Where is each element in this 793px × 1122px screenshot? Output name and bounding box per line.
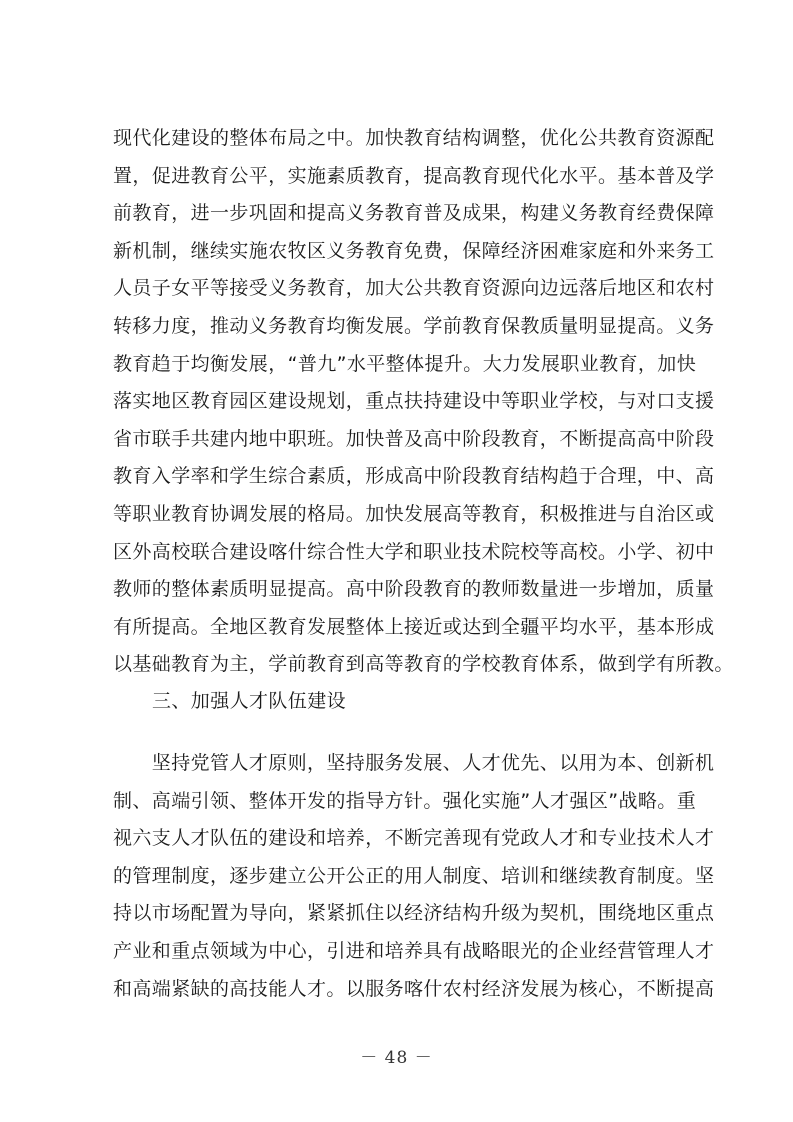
paragraph-line: 以基础教育为主，学前教育到高等教育的学校教育体系，做到学有所教。 <box>113 653 734 676</box>
paragraph-line: 有所提高。全地区教育发展整体上接近或达到全疆平均水平，基本形成 <box>113 615 715 638</box>
paragraph-line: 产业和重点领域为中心，引进和培养具有战略眼光的企业经营管理人才 <box>113 939 715 962</box>
paragraph-line: 教师的整体素质明显提高。高中阶段教育的教师数量进一步增加，质量 <box>113 578 715 601</box>
paragraph-line: 制、高端引领、整体开发的指导方针。强化实施”人才强区”战略。重 <box>113 789 697 812</box>
page-number: － 48 － <box>360 1048 433 1068</box>
paragraph-line: 视六支人才队伍的建设和培养，不断完善现有党政人才和专业技术人才 <box>113 827 715 850</box>
paragraph-line: 等职业教育协调发展的格局。加快发展高等教育，积极推进与自治区或 <box>113 502 715 525</box>
paragraph-line: 区外高校联合建设喀什综合性大学和职业技术院校等高校。小学、初中 <box>113 540 715 563</box>
paragraph-line: 置，促进教育公平，实施素质教育，提高教育现代化水平。基本普及学 <box>113 164 715 187</box>
paragraph-line: 持以市场配置为导向，紧紧抓住以经济结构升级为契机，围绕地区重点 <box>113 902 715 925</box>
body-paragraph-2 <box>113 745 715 1008</box>
paragraph-line: 转移力度，推动义务教育均衡发展。学前教育保教质量明显提高。义务 <box>113 314 715 337</box>
paragraph-line: 的管理制度，逐步建立公开公正的用人制度、培训和继续教育制度。坚 <box>113 864 715 887</box>
paragraph-line: 和高端紧缺的高技能人才。以服务喀什农村经济发展为核心，不断提高 <box>113 977 715 1000</box>
paragraph-line: 坚持党管人才原则，坚持服务发展、人才优先、以用为本、创新机 <box>113 752 715 774</box>
paragraph-line: 人员子女平等接受义务教育，加大公共教育资源向边远落后地区和农村 <box>113 277 715 300</box>
paragraph-line: 省市联手共建内地中职班。加快普及高中阶段教育，不断提高高中阶段 <box>113 427 715 450</box>
paragraph-line: 教育趋于均衡发展，“普九”水平整体提升。大力发展职业教育，加快 <box>113 352 697 375</box>
paragraph-line: 现代化建设的整体布局之中。加快教育结构调整，优化公共教育资源配 <box>113 127 715 149</box>
paragraph-line: 前教育，进一步巩固和提高义务教育普及成果，构建义务教育经费保障 <box>113 202 715 225</box>
section-heading: 三、加强人才队伍建设 <box>152 690 347 712</box>
paragraph-line: 新机制，继续实施农牧区义务教育免费，保障经济困难家庭和外来务工 <box>113 239 715 262</box>
paragraph-line: 落实地区教育园区建设规划，重点扶持建设中等职业学校，与对口支援 <box>113 390 715 413</box>
paragraph-line: 教育入学率和学生综合素质，形成高中阶段教育结构趋于合理，中、高 <box>113 465 715 488</box>
body-paragraph-1 <box>113 120 734 684</box>
